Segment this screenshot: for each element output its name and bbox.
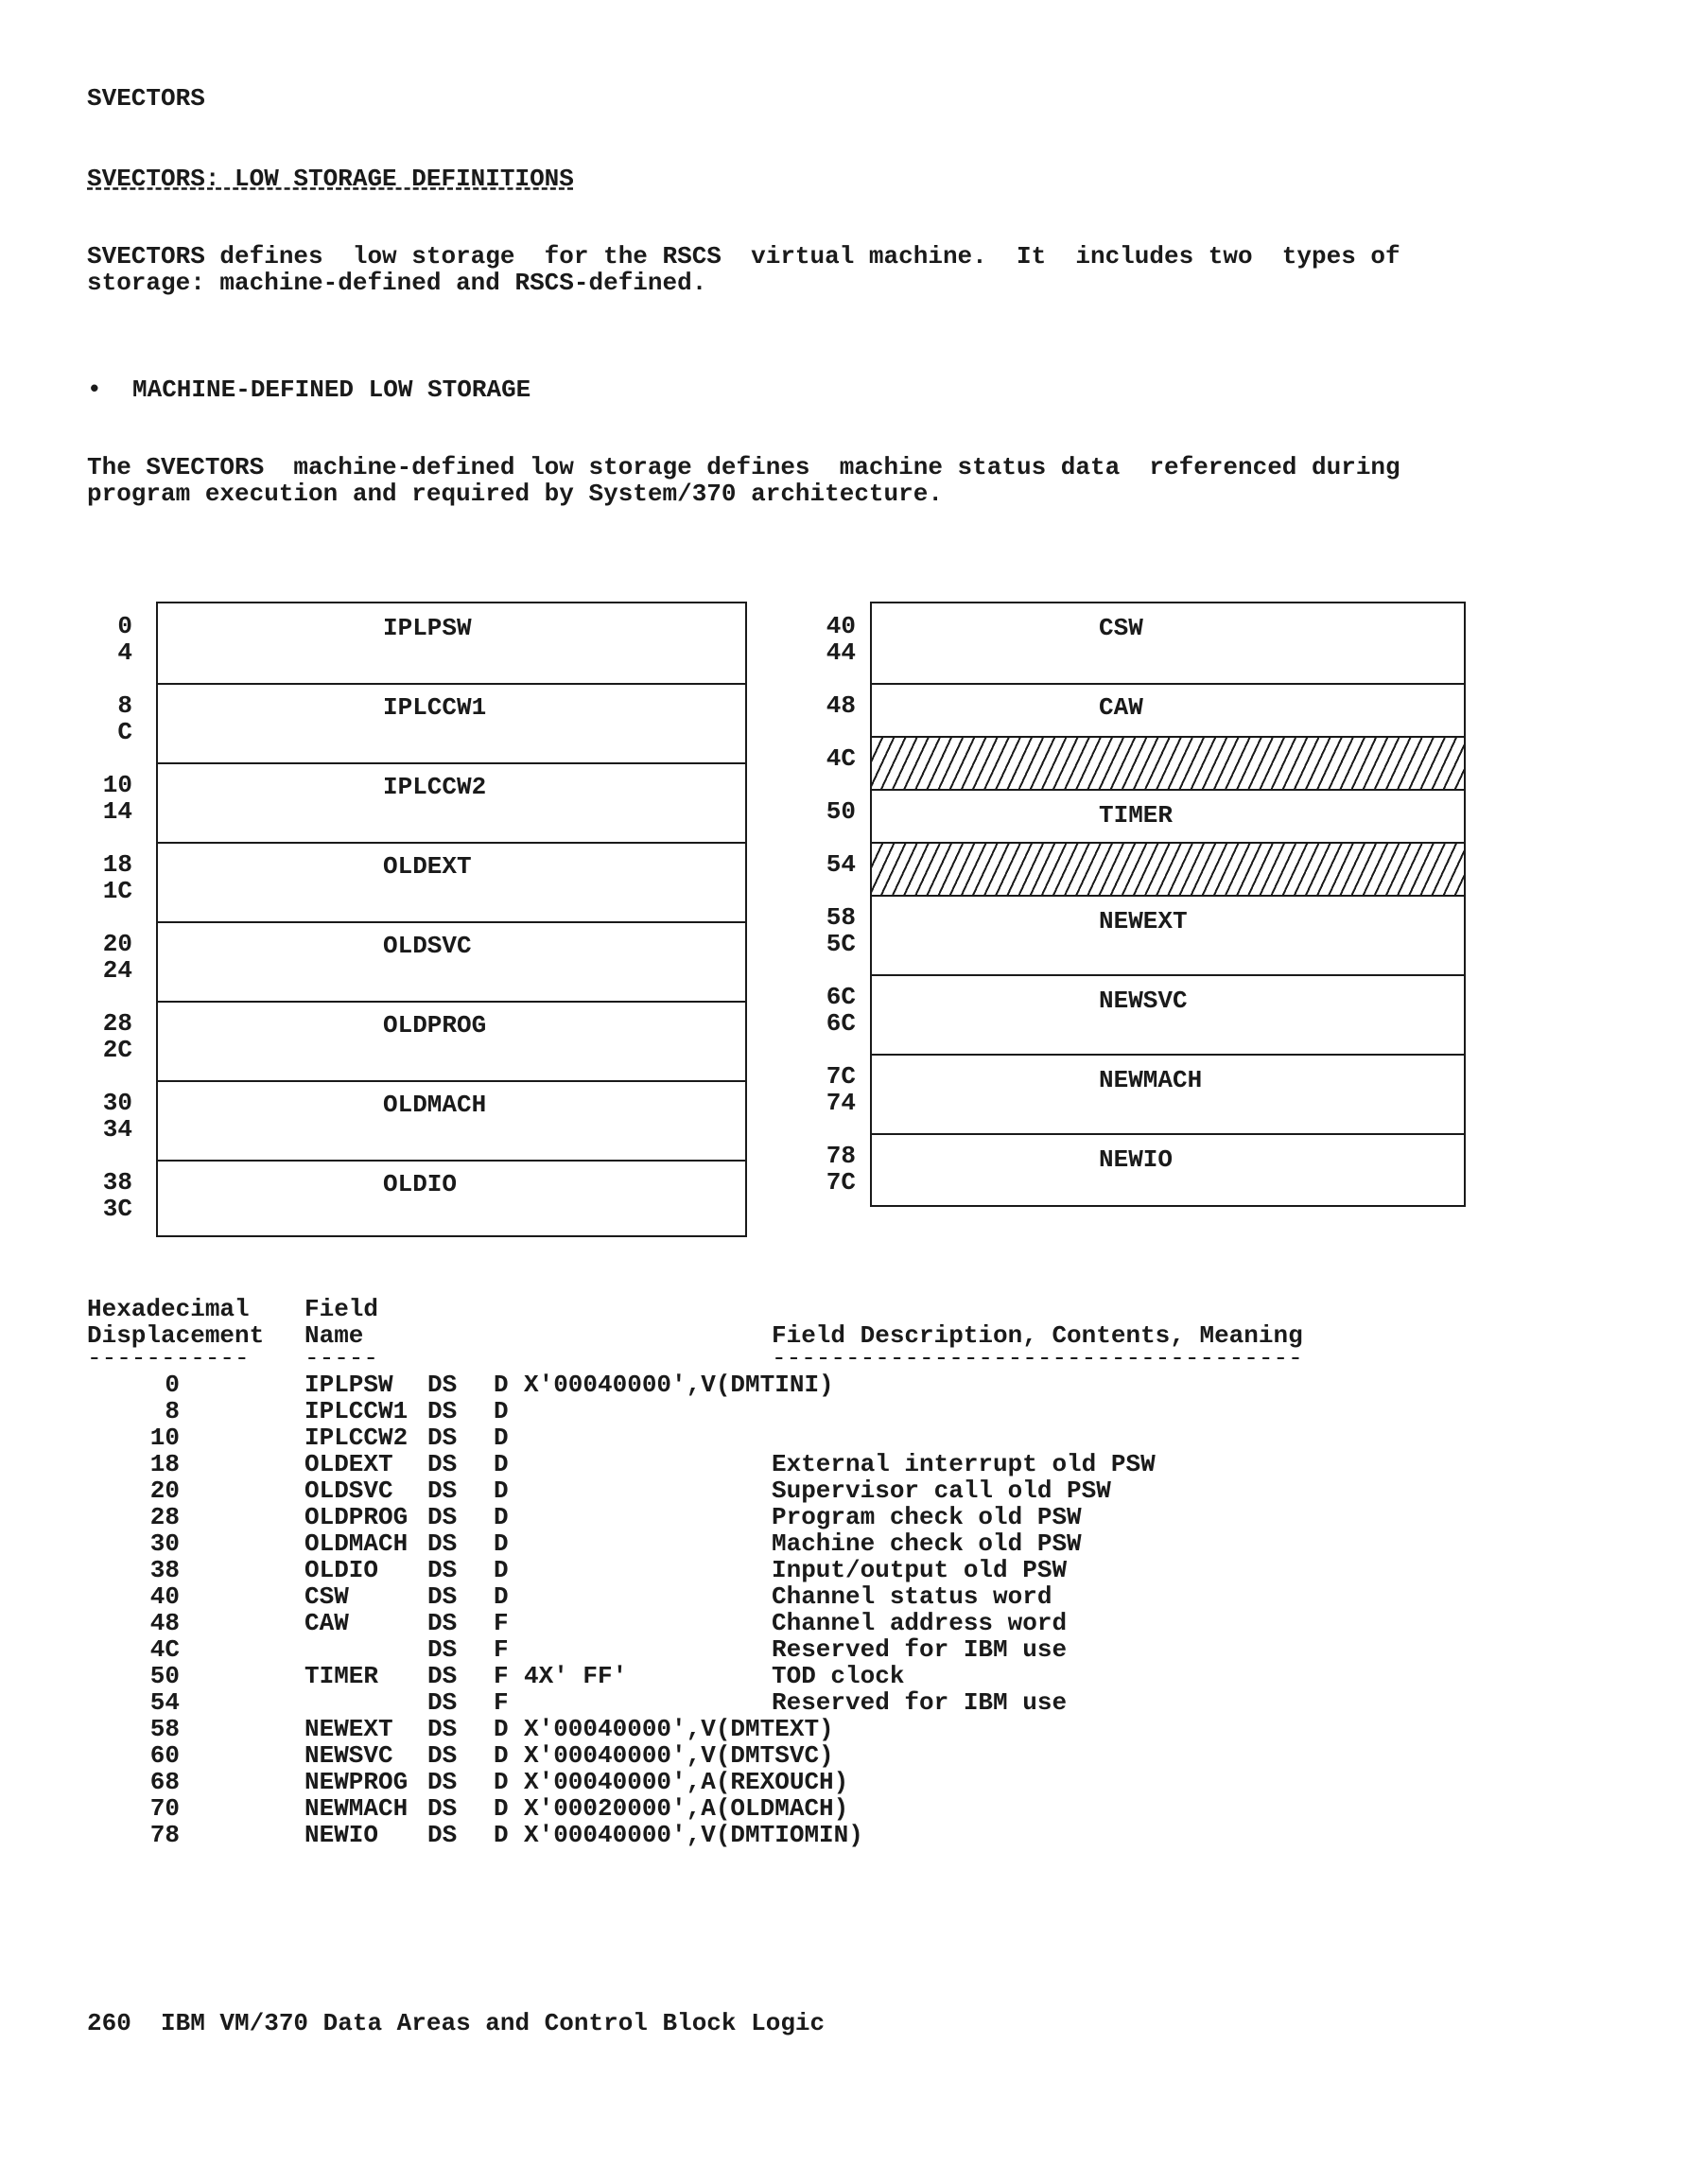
- disp-cell: 54: [149, 1688, 180, 1717]
- offset-label: 54: [826, 850, 856, 879]
- type-cell: D: [494, 1371, 509, 1399]
- field-label: OLDMACH: [383, 1091, 487, 1119]
- offset-label: 34: [102, 1115, 132, 1144]
- desc-cell: Machine check old PSW: [772, 1529, 1082, 1558]
- type-cell: F: [494, 1609, 509, 1637]
- storage-row: [872, 683, 1464, 736]
- disp-cell: 8: [165, 1397, 180, 1425]
- header-rule: -----------: [87, 1344, 250, 1372]
- type-cell: D: [494, 1821, 509, 1849]
- table-row: [87, 1557, 1411, 1583]
- name-cell: NEWIO: [304, 1821, 379, 1849]
- value-cell: X'00040000',V(DMTIOMIN): [524, 1821, 863, 1849]
- table-row: [87, 1451, 1411, 1477]
- table-row: [87, 1477, 1411, 1504]
- desc-cell: Reserved for IBM use: [772, 1688, 1068, 1717]
- type-cell: D: [494, 1741, 509, 1770]
- field-label: OLDEXT: [383, 852, 472, 881]
- disp-cell: 58: [149, 1715, 180, 1743]
- ds-cell: DS: [427, 1688, 458, 1717]
- left-storage-box: [156, 602, 747, 1237]
- storage-row: [872, 1054, 1464, 1133]
- storage-row: [158, 1160, 745, 1235]
- field-label: NEWIO: [1099, 1145, 1174, 1174]
- field-label: CAW: [1099, 693, 1143, 722]
- header-disp-1: Hexadecimal: [87, 1295, 250, 1323]
- disp-cell: 30: [149, 1529, 180, 1558]
- table-row: [87, 1530, 1411, 1557]
- type-cell: F: [494, 1688, 509, 1717]
- offset-label: 3C: [102, 1195, 132, 1223]
- field-label: OLDIO: [383, 1170, 458, 1198]
- offset-label: C: [117, 718, 132, 746]
- offset-label: 2C: [102, 1036, 132, 1064]
- offset-label: 24: [102, 956, 132, 985]
- field-label: TIMER: [1099, 801, 1174, 830]
- offset-label: 40: [826, 612, 856, 640]
- offset-label: 50: [826, 797, 856, 826]
- table-row: [87, 1822, 1411, 1848]
- header-rule: -----: [304, 1344, 379, 1372]
- ds-cell: DS: [427, 1821, 458, 1849]
- table-row: [87, 1583, 1411, 1610]
- header-name-2: Name: [304, 1321, 364, 1350]
- offset-label: 4C: [826, 744, 856, 773]
- type-cell: D: [494, 1768, 509, 1796]
- disp-cell: 18: [149, 1450, 180, 1478]
- name-cell: OLDMACH: [304, 1529, 409, 1558]
- offset-label: 6C: [826, 1009, 856, 1038]
- table-row: [87, 1424, 1411, 1451]
- disp-cell: 68: [149, 1768, 180, 1796]
- storage-row: [158, 603, 745, 683]
- ds-cell: DS: [427, 1662, 458, 1690]
- disp-cell: 0: [165, 1371, 180, 1399]
- value-cell: X'00040000',V(DMTSVC): [524, 1741, 834, 1770]
- storage-row: [872, 789, 1464, 842]
- ds-cell: DS: [427, 1476, 458, 1505]
- desc-cell: Supervisor call old PSW: [772, 1476, 1111, 1505]
- field-label: IPLCCW2: [383, 773, 487, 801]
- disp-cell: 28: [149, 1503, 180, 1531]
- disp-cell: 20: [149, 1476, 180, 1505]
- table-row: [87, 1636, 1411, 1663]
- value-cell: X'00040000',A(REXOUCH): [524, 1768, 849, 1796]
- intro-line-2: storage: machine-defined and RSCS-defined.: [87, 269, 707, 297]
- disp-cell: 10: [149, 1424, 180, 1452]
- type-cell: D: [494, 1424, 509, 1452]
- name-cell: CAW: [304, 1609, 349, 1637]
- value-cell: X'00040000',V(DMTINI): [524, 1371, 834, 1399]
- offset-label: 6C: [826, 983, 856, 1011]
- type-cell: D: [494, 1476, 509, 1505]
- type-cell: D: [494, 1582, 509, 1611]
- storage-row: [872, 1133, 1464, 1205]
- offset-label: 8: [117, 691, 132, 720]
- name-cell: OLDPROG: [304, 1503, 409, 1531]
- field-label: NEWEXT: [1099, 907, 1188, 935]
- subsection-heading: MACHINE-DEFINED LOW STORAGE: [132, 376, 531, 404]
- reserved-row: [872, 736, 1464, 789]
- field-label: CSW: [1099, 614, 1143, 642]
- offset-label: 78: [826, 1142, 856, 1170]
- name-cell: NEWPROG: [304, 1768, 409, 1796]
- disp-cell: 70: [149, 1794, 180, 1823]
- ds-cell: DS: [427, 1715, 458, 1743]
- offset-label: 0: [117, 612, 132, 640]
- storage-row: [872, 974, 1464, 1054]
- desc-cell: Program check old PSW: [772, 1503, 1082, 1531]
- name-cell: IPLCCW2: [304, 1424, 409, 1452]
- table-row: [87, 1689, 1411, 1716]
- table-row: [87, 1795, 1411, 1822]
- running-title: SVECTORS: [87, 84, 205, 113]
- desc-cell: Channel address word: [772, 1609, 1068, 1637]
- storage-row: [872, 895, 1464, 974]
- ds-cell: DS: [427, 1582, 458, 1611]
- offset-label: 58: [826, 903, 856, 932]
- offset-label: 18: [102, 850, 132, 879]
- name-cell: IPLPSW: [304, 1371, 393, 1399]
- table-row: [87, 1610, 1411, 1636]
- header-name-1: Field: [304, 1295, 379, 1323]
- header-rule: ------------------------------------: [772, 1344, 1303, 1372]
- offset-label: 10: [102, 771, 132, 799]
- offset-label: 44: [826, 638, 856, 667]
- type-cell: D: [494, 1397, 509, 1425]
- type-cell: D: [494, 1503, 509, 1531]
- intro-line-1: SVECTORS defines low storage for the RSCS virtual machine. It includes two types of: [87, 242, 1400, 271]
- header-desc: Field Description, Contents, Meaning: [772, 1321, 1303, 1350]
- offset-label: 7C: [826, 1062, 856, 1091]
- desc-cell: External interrupt old PSW: [772, 1450, 1156, 1478]
- table-row: [87, 1742, 1411, 1769]
- section-title: SVECTORS: LOW STORAGE DEFINITIONS: [87, 165, 574, 193]
- storage-row: [158, 762, 745, 842]
- ds-cell: DS: [427, 1503, 458, 1531]
- field-label: OLDPROG: [383, 1011, 487, 1040]
- name-cell: IPLCCW1: [304, 1397, 409, 1425]
- right-storage-box: [870, 602, 1466, 1207]
- offset-label: 4: [117, 638, 132, 667]
- disp-cell: 50: [149, 1662, 180, 1690]
- offset-label: 7C: [826, 1168, 856, 1197]
- offset-label: 28: [102, 1009, 132, 1038]
- name-cell: OLDIO: [304, 1556, 379, 1584]
- storage-row: [158, 842, 745, 921]
- offset-label: 48: [826, 691, 856, 720]
- name-cell: TIMER: [304, 1662, 379, 1690]
- disp-cell: 60: [149, 1741, 180, 1770]
- storage-row: [158, 1001, 745, 1080]
- storage-row: [158, 683, 745, 762]
- ds-cell: DS: [427, 1371, 458, 1399]
- name-cell: OLDSVC: [304, 1476, 393, 1505]
- ds-cell: DS: [427, 1609, 458, 1637]
- name-cell: NEWEXT: [304, 1715, 393, 1743]
- offset-label: 30: [102, 1089, 132, 1117]
- type-cell: D: [494, 1715, 509, 1743]
- desc-cell: Input/output old PSW: [772, 1556, 1068, 1584]
- offset-label: 14: [102, 797, 132, 826]
- type-cell: F: [494, 1635, 509, 1664]
- table-row: [87, 1398, 1411, 1424]
- ds-cell: DS: [427, 1529, 458, 1558]
- table-row: [87, 1504, 1411, 1530]
- offset-label: 5C: [826, 930, 856, 958]
- ds-cell: DS: [427, 1397, 458, 1425]
- name-cell: CSW: [304, 1582, 349, 1611]
- para-line-1: The SVECTORS machine-defined low storage defines machine status data referenced during: [87, 453, 1400, 481]
- type-cell: D: [494, 1529, 509, 1558]
- table-row: [87, 1769, 1411, 1795]
- disp-cell: 78: [149, 1821, 180, 1849]
- value-cell: 4X' FF': [524, 1662, 628, 1690]
- field-label: IPLCCW1: [383, 693, 487, 722]
- ds-cell: DS: [427, 1741, 458, 1770]
- ds-cell: DS: [427, 1768, 458, 1796]
- type-cell: D: [494, 1556, 509, 1584]
- disp-cell: 4C: [149, 1635, 180, 1664]
- field-label: OLDSVC: [383, 932, 472, 960]
- desc-cell: Reserved for IBM use: [772, 1635, 1068, 1664]
- header-disp-2: Displacement: [87, 1321, 265, 1350]
- name-cell: OLDEXT: [304, 1450, 393, 1478]
- type-cell: D: [494, 1450, 509, 1478]
- value-cell: X'00040000',V(DMTEXT): [524, 1715, 834, 1743]
- desc-cell: Channel status word: [772, 1582, 1052, 1611]
- ds-cell: DS: [427, 1635, 458, 1664]
- storage-row: [158, 921, 745, 1001]
- ds-cell: DS: [427, 1450, 458, 1478]
- storage-row: [158, 1080, 745, 1160]
- offset-label: 74: [826, 1089, 856, 1117]
- offset-label: 38: [102, 1168, 132, 1197]
- table-row: [87, 1372, 1411, 1398]
- desc-cell: TOD clock: [772, 1662, 905, 1690]
- ds-cell: DS: [427, 1424, 458, 1452]
- reserved-row: [872, 842, 1464, 895]
- disp-cell: 40: [149, 1582, 180, 1611]
- storage-row: [872, 603, 1464, 683]
- bullet-icon: •: [87, 376, 102, 404]
- page-footer: 260 IBM VM/370 Data Areas and Control Block Logic: [87, 2009, 826, 2037]
- field-label: IPLPSW: [383, 614, 472, 642]
- table-row: [87, 1663, 1411, 1689]
- type-cell: D: [494, 1794, 509, 1823]
- offset-label: 20: [102, 930, 132, 958]
- offset-label: 1C: [102, 877, 132, 905]
- name-cell: NEWSVC: [304, 1741, 393, 1770]
- ds-cell: DS: [427, 1556, 458, 1584]
- field-label: NEWSVC: [1099, 987, 1188, 1015]
- disp-cell: 38: [149, 1556, 180, 1584]
- table-row: [87, 1716, 1411, 1742]
- para-line-2: program execution and required by System/370 architecture.: [87, 480, 943, 508]
- name-cell: NEWMACH: [304, 1794, 409, 1823]
- ds-cell: DS: [427, 1794, 458, 1823]
- value-cell: X'00020000',A(OLDMACH): [524, 1794, 849, 1823]
- disp-cell: 48: [149, 1609, 180, 1637]
- type-cell: F: [494, 1662, 509, 1690]
- field-label: NEWMACH: [1099, 1066, 1203, 1094]
